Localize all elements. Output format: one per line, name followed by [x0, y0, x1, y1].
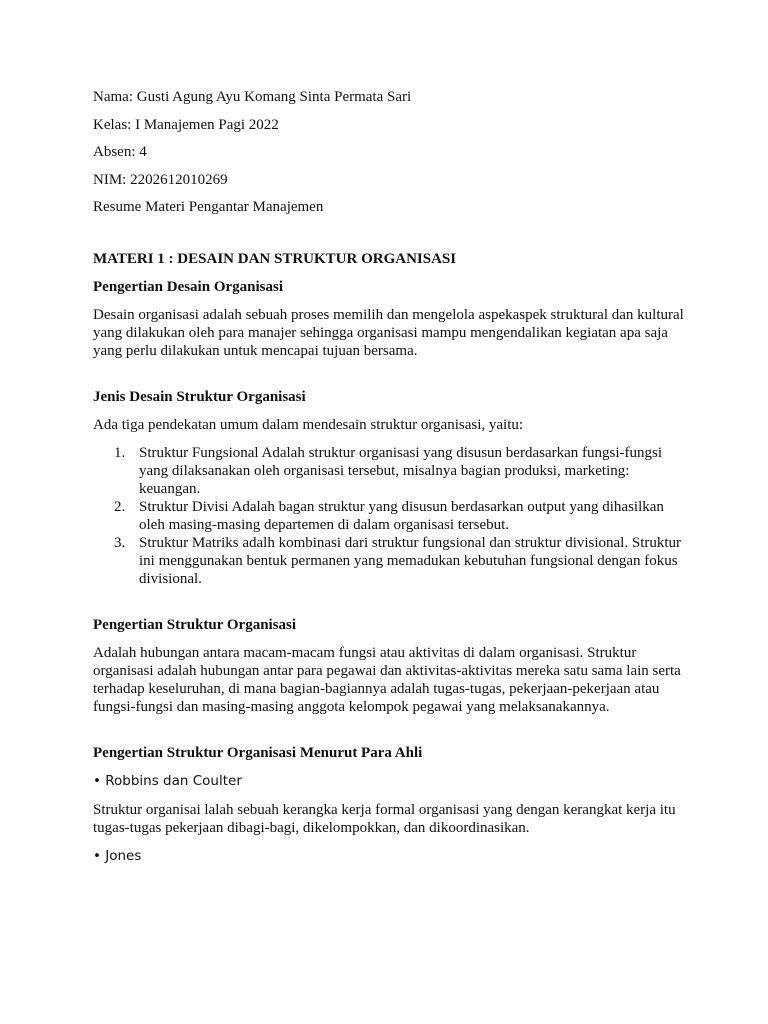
section-body-desain-organisasi: Desain organisasi adalah sebuah proses memilih dan mengelola aspekaspek struktural dan kultural yang dilakukan oleh para manajer sehingga organisasi mampu mengendalikan kegiatan apa saja yang perlu dilakukan untuk mencapai tujuan bersama.	[93, 306, 684, 359]
section-heading-struktur-organisasi: Pengertian Struktur Organisasi	[93, 616, 297, 633]
student-class: Kelas: I Manajemen Pagi 2022	[93, 116, 279, 133]
section-body-robbins-coulter: Struktur organisai lalah sebuah kerangka kerja formal organisasi yang dengan kerangkat kerja itu tugas-tugas pekerjaan dibagi-bagi, dikelompokkan, dan dikoordinasikan.	[93, 801, 676, 836]
list-item-text: Struktur Fungsional Adalah struktur organisasi yang disusun berdasarkan fungsi-fungsi yang dilaksanakan oleh organisasi tersebut, misalnya bagian produksi, marketing: keuangan.	[139, 444, 662, 497]
numbered-list	[93, 444, 693, 588]
section-heading-menurut-ahli: Pengertian Struktur Organisasi Menurut Para Ahli	[93, 744, 423, 761]
list-item-number: 2.	[114, 498, 126, 515]
document-content	[93, 88, 693, 876]
list-item	[93, 498, 693, 534]
section-heading-jenis-desain: Jenis Desain Struktur Organisasi	[93, 388, 306, 405]
list-item-text: Struktur Divisi Adalah bagan struktur yang disusun berdasarkan output yang dihasilkan oleh masing-masing departemen di dalam organisasi tersebut.	[139, 498, 664, 533]
student-nim: NIM: 2202612010269	[93, 171, 228, 188]
section-intro-jenis-desain: Ada tiga pendekatan umum dalam mendesain struktur organisasi, yaitu:	[93, 416, 524, 433]
bullet-robbins-coulter: • Robbins dan Coulter	[93, 772, 242, 789]
student-attendance-number: Absen: 4	[93, 144, 147, 160]
list-item	[93, 534, 693, 588]
list-item-number: 3.	[114, 534, 126, 551]
list-item-number: 1.	[114, 444, 126, 461]
student-name: Nama: Gusti Agung Ayu Komang Sinta Permata Sari	[93, 89, 412, 105]
list-item	[93, 444, 693, 498]
document-subject: Resume Materi Pengantar Manajemen	[93, 199, 324, 215]
list-item-text: Struktur Matriks adalh kombinasi dari struktur fungsional dan struktur divisional. Struktur ini menggunakan bentuk permanen yang memadukan kebutuhan fungsional dengan fokus divisional.	[139, 534, 682, 587]
spacer	[93, 226, 693, 250]
section-heading-desain-organisasi: Pengertian Desain Organisasi	[93, 278, 283, 295]
bullet-jones: • Jones	[93, 847, 142, 864]
section-body-struktur-organisasi: Adalah hubungan antara macam-macam fungsi atau aktivitas di dalam organisasi. Struktur organisasi adalah hubungan antar para pegawai dan aktivitas-aktivitas mereka satu sama lain serta terhadap keseluruhan, di mana bagian-bagiannya adalah tugas-tugas, pekerjaan-pekerjaan atau fungsi-fungsi dan masing-masing anggota kelompok pegawai yang melaksanakannya.	[93, 644, 681, 715]
materi-title: MATERI 1 : DESAIN DAN STRUKTUR ORGANISASI	[93, 250, 457, 267]
